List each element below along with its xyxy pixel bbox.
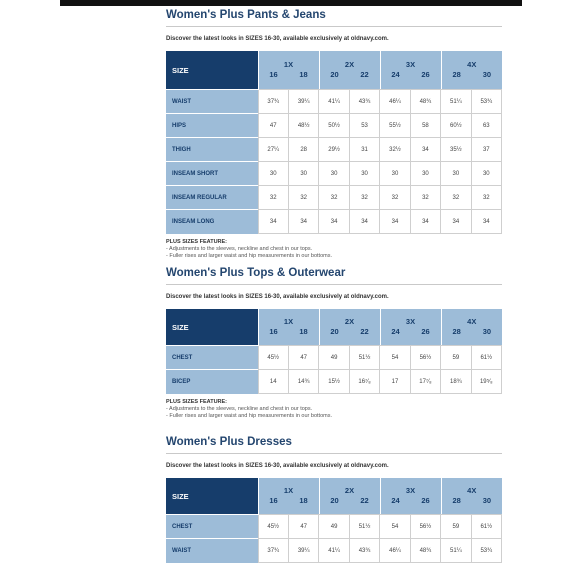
table-cell: 55½ <box>380 114 410 138</box>
table-cell: 32 <box>471 186 501 210</box>
table-row <box>166 515 502 539</box>
size-number: 22 <box>360 70 369 79</box>
table-cell: 59 <box>441 515 471 539</box>
table-cell: 32 <box>349 186 379 210</box>
size-group-header <box>319 309 380 345</box>
size-number: 20 <box>330 70 339 79</box>
table-cell: 51½ <box>349 515 379 539</box>
table-cell: 32 <box>410 186 440 210</box>
size-table <box>166 51 502 89</box>
table-cell: 14¾ <box>288 370 318 394</box>
row-label: CHEST <box>166 515 258 539</box>
size-number: 20 <box>330 496 339 505</box>
table-cell: 31 <box>349 138 379 162</box>
table-cell: 32½ <box>380 138 410 162</box>
size-group-label: 3X <box>405 317 416 326</box>
row-label: INSEAM LONG <box>166 210 258 234</box>
size-number: 30 <box>482 496 492 505</box>
table-cell: 32 <box>380 186 410 210</box>
table-cell: 30 <box>410 162 440 186</box>
notes-heading: PLUS SIZES FEATURE: <box>166 239 228 245</box>
top-bar <box>60 0 522 6</box>
table-cell: 47 <box>288 515 318 539</box>
table-cell: 34 <box>258 210 288 234</box>
size-number: 20 <box>330 327 339 336</box>
table-cell: 32 <box>258 186 288 210</box>
row-label: INSEAM SHORT <box>166 162 258 186</box>
table-row <box>166 370 502 394</box>
table-cell: 39¼ <box>288 90 318 114</box>
table-cell: 45½ <box>258 515 288 539</box>
table-row <box>166 210 502 234</box>
size-number: 26 <box>421 496 430 505</box>
table-cell: 19⁵⁄₈ <box>471 370 501 394</box>
table-cell: 51¼ <box>441 90 471 114</box>
size-number: 22 <box>360 327 369 336</box>
table-cell: 53¾ <box>471 539 501 563</box>
table-cell: 53¾ <box>471 90 501 114</box>
notes-heading: PLUS SIZES FEATURE: <box>166 399 228 405</box>
size-group-label: 3X <box>405 486 416 495</box>
table-cell: 41¼ <box>319 539 349 563</box>
size-number: 30 <box>482 70 492 79</box>
size-group-header <box>441 309 502 345</box>
size-number: 28 <box>452 327 461 336</box>
row-label: CHEST <box>166 346 258 370</box>
section-description: Discover the latest looks in SIZES 16-30, available exclusively at oldnavy.com. <box>166 463 389 469</box>
size-group-label: 4X <box>467 486 477 495</box>
size-group-label: 2X <box>344 60 355 69</box>
size-table <box>166 309 502 345</box>
table-cell: 30 <box>319 162 349 186</box>
size-group-label: 2X <box>344 317 355 326</box>
size-number: 16 <box>269 70 278 79</box>
table-cell: 17 <box>380 370 410 394</box>
size-group-label: 1X <box>283 60 294 69</box>
size-group-header <box>441 478 502 514</box>
table-cell: 41¼ <box>319 90 349 114</box>
table-cell: 34 <box>380 210 410 234</box>
table-cell: 61½ <box>471 515 501 539</box>
table-row <box>166 539 502 563</box>
plus-sizes-notes <box>166 239 502 260</box>
row-label: BICEP <box>166 370 258 394</box>
table-cell: 34 <box>410 138 440 162</box>
table-cell: 32 <box>288 186 318 210</box>
row-label: THIGH <box>166 138 258 162</box>
size-group-label: 3X <box>405 60 416 69</box>
size-group-header <box>380 51 441 89</box>
section-description: Discover the latest looks in SIZES 16-30, available exclusively at oldnavy.com. <box>166 294 389 300</box>
tops-outerwear-section <box>166 266 502 420</box>
section-title: Women's Plus Pants & Jeans <box>166 9 326 21</box>
title-divider <box>166 453 502 454</box>
row-label: WAIST <box>166 90 258 114</box>
table-cell: 28 <box>288 138 318 162</box>
title-divider <box>166 284 502 285</box>
table-row <box>166 186 502 210</box>
row-label: WAIST <box>166 539 258 563</box>
table-cell: 50½ <box>319 114 349 138</box>
table-cell: 34 <box>288 210 318 234</box>
table-cell: 56½ <box>410 346 440 370</box>
size-group-header <box>380 309 441 345</box>
table-cell: 29½ <box>319 138 349 162</box>
table-cell: 37 <box>471 138 501 162</box>
table-cell: 37¾ <box>258 539 288 563</box>
table-row <box>166 90 502 114</box>
size-group-header <box>258 51 319 89</box>
table-cell: 49 <box>319 515 349 539</box>
note-line: - Fuller rises and larger waist and hip measurements in our bottoms. <box>166 413 332 419</box>
table-cell: 35½ <box>441 138 471 162</box>
size-number: 18 <box>299 496 308 505</box>
table-cell: 43¾ <box>349 90 379 114</box>
size-header-row <box>166 51 502 89</box>
size-table <box>166 478 502 514</box>
table-cell: 34 <box>441 210 471 234</box>
size-number: 26 <box>421 327 430 336</box>
table-cell: 16⁷⁄₈ <box>349 370 379 394</box>
table-cell: 46¼ <box>380 90 410 114</box>
table-cell: 32 <box>319 186 349 210</box>
note-line: - Adjustments to the sleeves, neckline and chest in our tops. <box>166 406 313 412</box>
table-cell: 30 <box>441 162 471 186</box>
table-cell: 34 <box>349 210 379 234</box>
size-header: SIZE <box>166 309 258 345</box>
table-cell: 48¾ <box>410 90 440 114</box>
table-cell: 56½ <box>410 515 440 539</box>
size-number: 28 <box>452 70 461 79</box>
table-cell: 49 <box>319 346 349 370</box>
row-label: INSEAM REGULAR <box>166 186 258 210</box>
size-number: 24 <box>391 327 400 336</box>
size-group-label: 1X <box>283 317 294 326</box>
size-number: 18 <box>299 70 308 79</box>
measurement-table <box>166 89 502 234</box>
table-cell: 54 <box>380 515 410 539</box>
note-line: - Adjustments to the sleeves, neckline and chest in our tops. <box>166 246 313 252</box>
size-number: 18 <box>299 327 308 336</box>
table-row <box>166 138 502 162</box>
size-number: 30 <box>482 327 492 336</box>
table-cell: 27¼ <box>258 138 288 162</box>
table-cell: 48½ <box>288 114 318 138</box>
table-cell: 37¾ <box>258 90 288 114</box>
section-title: Women's Plus Dresses <box>166 436 292 448</box>
size-group-label: 4X <box>467 60 477 69</box>
table-cell: 34 <box>410 210 440 234</box>
table-cell: 46¼ <box>380 539 410 563</box>
size-number: 28 <box>452 496 461 505</box>
table-cell: 60½ <box>441 114 471 138</box>
size-header-row <box>166 309 502 345</box>
size-group-header <box>258 478 319 514</box>
table-cell: 53 <box>349 114 379 138</box>
table-row <box>166 114 502 138</box>
plus-sizes-notes <box>166 399 502 420</box>
table-cell: 54 <box>380 346 410 370</box>
table-cell: 51½ <box>349 346 379 370</box>
section-description: Discover the latest looks in SIZES 16-30, available exclusively at oldnavy.com. <box>166 36 389 42</box>
note-line: - Fuller rises and larger waist and hip measurements in our bottoms. <box>166 253 332 259</box>
size-group-header <box>319 478 380 514</box>
table-row <box>166 162 502 186</box>
table-cell: 34 <box>471 210 501 234</box>
table-cell: 58 <box>410 114 440 138</box>
size-group-label: 4X <box>467 317 477 326</box>
size-number: 26 <box>421 70 430 79</box>
measurement-table <box>166 345 502 394</box>
table-cell: 17⁷⁄₈ <box>410 370 440 394</box>
size-number: 16 <box>269 496 278 505</box>
table-cell: 32 <box>441 186 471 210</box>
table-cell: 39¼ <box>288 539 318 563</box>
size-number: 24 <box>391 496 400 505</box>
table-cell: 47 <box>288 346 318 370</box>
size-header: SIZE <box>166 51 258 89</box>
table-cell: 63 <box>471 114 501 138</box>
table-row <box>166 346 502 370</box>
table-cell: 30 <box>349 162 379 186</box>
size-group-header <box>441 51 502 89</box>
table-cell: 51¼ <box>441 539 471 563</box>
size-number: 22 <box>360 496 369 505</box>
size-group-label: 1X <box>283 486 294 495</box>
table-cell: 30 <box>380 162 410 186</box>
table-cell: 59 <box>441 346 471 370</box>
size-group-header <box>380 478 441 514</box>
size-group-label: 2X <box>344 486 355 495</box>
section-title: Women's Plus Tops & Outerwear <box>166 267 346 279</box>
table-cell: 43¾ <box>349 539 379 563</box>
size-number: 24 <box>391 70 400 79</box>
table-cell: 45½ <box>258 346 288 370</box>
table-cell: 18¾ <box>441 370 471 394</box>
table-cell: 15½ <box>319 370 349 394</box>
dresses-section <box>166 435 502 563</box>
measurement-table <box>166 514 502 563</box>
table-cell: 30 <box>258 162 288 186</box>
title-divider <box>166 26 502 27</box>
size-header-row <box>166 478 502 514</box>
size-header: SIZE <box>166 478 258 514</box>
pants-jeans-section <box>166 8 502 260</box>
table-cell: 14 <box>258 370 288 394</box>
size-group-header <box>258 309 319 345</box>
table-cell: 61½ <box>471 346 501 370</box>
size-number: 16 <box>269 327 278 336</box>
table-cell: 47 <box>258 114 288 138</box>
table-cell: 48¾ <box>410 539 440 563</box>
table-cell: 34 <box>319 210 349 234</box>
size-group-header <box>319 51 380 89</box>
row-label: HIPS <box>166 114 258 138</box>
table-cell: 30 <box>288 162 318 186</box>
table-cell: 30 <box>471 162 501 186</box>
